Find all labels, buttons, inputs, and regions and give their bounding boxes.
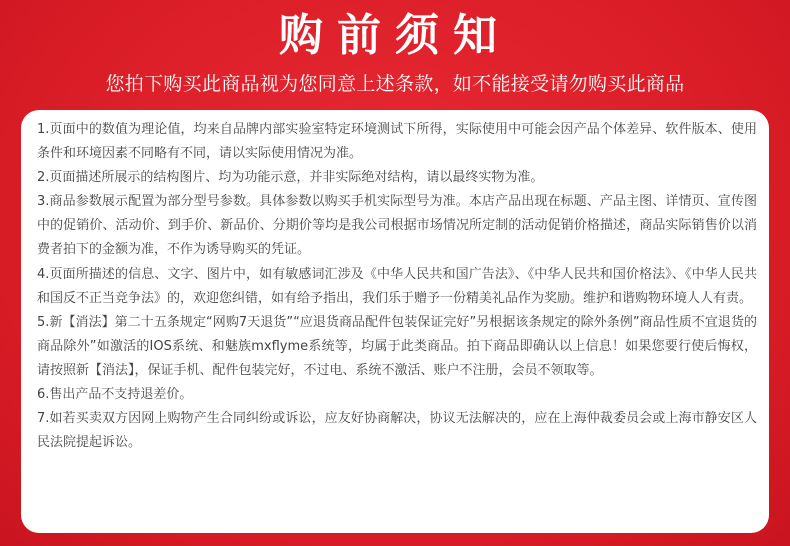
page-subtitle: 您拍下购买此商品视为您同意上述条款，如不能接受请勿购买此商品 bbox=[105, 73, 685, 95]
clause-7: 7.如若买卖双方因网上购物产生合同纠纷或诉讼，应友好协商解决，协议无法解决的，应在上海仲裁委员会或上海市静安区人民法院提起诉讼。 bbox=[37, 411, 757, 451]
clause-3: 3.商品参数展示配置为部分型号参数。具体参数以购买手机实际型号为准。本店产品出现在标题、产品主图、详情页、宣传图中的促销价、活动价、到手价、新品价、分期价等均是我公司根据市场情况所定制的活动促销价格描述，商品实际销售价以消费者拍下的金额为准，不作为诱导购买的凭证。 bbox=[37, 194, 757, 258]
terms-panel bbox=[21, 110, 769, 533]
clause-1: 1.页面中的数值为理论值，均来自品牌内部实验室特定环境测试下所得，实际使用中可能会因产品个体差异、软件版本、使用条件和环境因素不同略有不同，请以实际使用情况为准。 bbox=[37, 122, 757, 162]
clause-2: 2.页面描述所展示的结构图片、均为功能示意，并非实际绝对结构，请以最终实物为准。 bbox=[37, 170, 544, 186]
clause-4: 4.页面所描述的信息、文字、图片中，如有敏感词汇涉及《中华人民共和国广告法》、《中华人民共和国价格法》、《中华人民共和国反不正当竞争法》的，欢迎您纠错，如有给予指出，我们乐于赠予一份精美礼品作为奖励。维护和谐购物环境人人有责。 bbox=[37, 266, 757, 306]
page-title: 购前须知 bbox=[279, 10, 511, 61]
clause-5: 5.新【消法】第二十五条规定“网购7天退货”“应退货商品配件包装保证完好”另根据该条规定的除外条例”商品性质不宜退货的商品除外”如激活的IOS系统、和魅族mxflyme系统等，均属于此类商品。拍下商品即确认以上信息！如果您要行使后悔权，请按照新【消法】，保证手机、配件包装完好，不过电、系统不激活、账户不注册，会员不领取等。 bbox=[37, 314, 757, 378]
clause-6: 6.售出产品不支持退差价。 bbox=[37, 387, 193, 403]
